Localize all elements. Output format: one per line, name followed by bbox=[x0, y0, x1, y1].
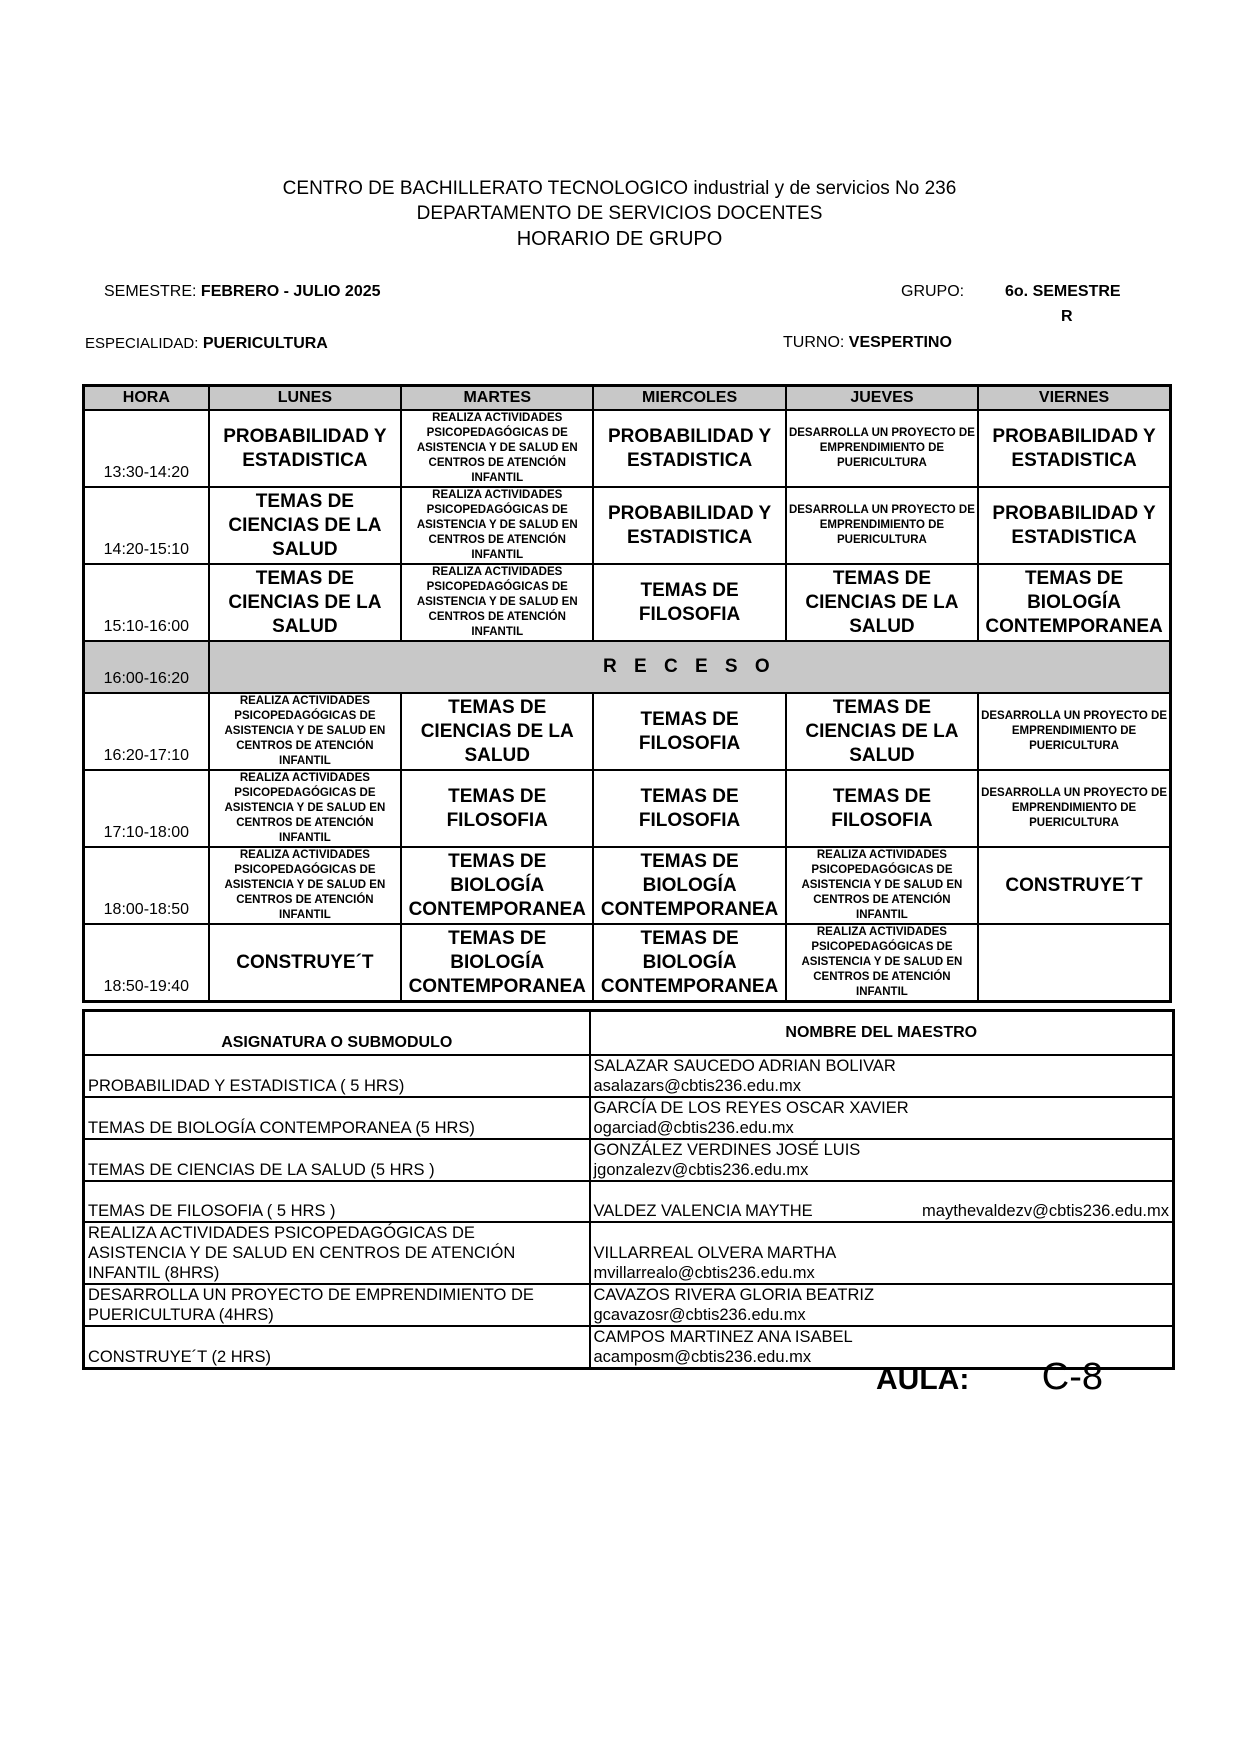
time-slot: 16:20-17:10 bbox=[84, 693, 209, 770]
teacher-row bbox=[84, 1222, 1174, 1284]
teacher-email: mvillarrealo@cbtis236.edu.mx bbox=[593, 1264, 815, 1282]
class-cell: TEMAS DE BIOLOGÍA CONTEMPORANEA bbox=[401, 847, 593, 924]
recess-row bbox=[84, 641, 1171, 693]
day-header: MARTES bbox=[401, 386, 593, 411]
shift-label: TURNO: bbox=[783, 334, 845, 351]
class-cell: TEMAS DE FILOSOFIA bbox=[593, 564, 785, 641]
time-slot: 14:20-15:10 bbox=[84, 487, 209, 564]
class-cell: CONSTRUYE´T bbox=[978, 847, 1170, 924]
subject-line: INFANTIL (8HRS) bbox=[88, 1264, 220, 1282]
teacher-email: maythevaldezv@cbtis236.edu.mx bbox=[922, 1202, 1169, 1220]
class-cell: PROBABILIDAD Y ESTADISTICA bbox=[593, 410, 785, 487]
class-cell: REALIZA ACTIVIDADES PSICOPEDAGÓGICAS DE ASISTENCIA Y DE SALUD EN CENTROS DE ATENCIÓN INFANTIL bbox=[209, 770, 401, 847]
class-cell: REALIZA ACTIVIDADES PSICOPEDAGÓGICAS DE ASISTENCIA Y DE SALUD EN CENTROS DE ATENCIÓN INFANTIL bbox=[786, 924, 978, 1002]
teacher-cell bbox=[590, 1181, 1174, 1222]
class-cell: REALIZA ACTIVIDADES PSICOPEDAGÓGICAS DE ASISTENCIA Y DE SALUD EN CENTROS DE ATENCIÓN INFANTIL bbox=[401, 410, 593, 487]
group-semester: 6o. SEMESTRE bbox=[1005, 283, 1121, 300]
subject-line: CONSTRUYE´T (2 HRS) bbox=[88, 1348, 272, 1366]
classroom-label: AULA: bbox=[876, 1363, 970, 1396]
teacher-cell bbox=[590, 1097, 1174, 1139]
teacher-row bbox=[84, 1055, 1174, 1097]
class-cell: TEMAS DE CIENCIAS DE LA SALUD bbox=[786, 693, 978, 770]
department-name: DEPARTAMENTO DE SERVICIOS DOCENTES bbox=[416, 203, 823, 224]
class-cell: PROBABILIDAD Y ESTADISTICA bbox=[978, 410, 1170, 487]
class-cell: REALIZA ACTIVIDADES PSICOPEDAGÓGICAS DE ASISTENCIA Y DE SALUD EN CENTROS DE ATENCIÓN INFANTIL bbox=[401, 564, 593, 641]
class-cell: TEMAS DE FILOSOFIA bbox=[401, 770, 593, 847]
teacher-name: VALDEZ VALENCIA MAYTHE bbox=[593, 1202, 813, 1220]
teacher-cell bbox=[590, 1284, 1174, 1326]
subject-line: PROBABILIDAD Y ESTADISTICA ( 5 HRS) bbox=[88, 1077, 405, 1095]
class-cell: DESARROLLA UN PROYECTO DE EMPRENDIMIENTO DE PUERICULTURA bbox=[786, 487, 978, 564]
specialty-field bbox=[85, 335, 328, 353]
time-slot: 15:10-16:00 bbox=[84, 564, 209, 641]
time-slot: 13:30-14:20 bbox=[84, 410, 209, 487]
subject-line: TEMAS DE CIENCIAS DE LA SALUD (5 HRS ) bbox=[88, 1161, 435, 1179]
class-cell: TEMAS DE CIENCIAS DE LA SALUD bbox=[401, 693, 593, 770]
class-cell: TEMAS DE BIOLOGÍA CONTEMPORANEA bbox=[593, 847, 785, 924]
teacher-cell bbox=[590, 1222, 1174, 1284]
teacher-email: acamposm@cbtis236.edu.mx bbox=[593, 1348, 812, 1366]
subject-line: TEMAS DE BIOLOGÍA CONTEMPORANEA (5 HRS) bbox=[88, 1119, 475, 1137]
subject-cell bbox=[84, 1222, 590, 1284]
subject-cell bbox=[84, 1139, 590, 1181]
group-letter bbox=[1061, 308, 1073, 326]
teacher-row bbox=[84, 1097, 1174, 1139]
teacher-row bbox=[84, 1139, 1174, 1181]
schedule-row bbox=[84, 410, 1171, 487]
class-cell bbox=[978, 924, 1170, 1002]
schedule-row bbox=[84, 847, 1171, 924]
class-cell: TEMAS DE FILOSOFIA bbox=[786, 770, 978, 847]
teacher-cell bbox=[590, 1055, 1174, 1097]
subject-line: TEMAS DE FILOSOFIA ( 5 HRS ) bbox=[88, 1202, 336, 1220]
teacher-email: gcavazosr@cbtis236.edu.mx bbox=[593, 1306, 806, 1324]
schedule-header-row bbox=[84, 386, 1171, 411]
subject-cell bbox=[84, 1326, 590, 1369]
subject-line: DESARROLLA UN PROYECTO DE EMPRENDIMIENTO DE bbox=[88, 1286, 534, 1304]
semester-field bbox=[104, 283, 381, 301]
recess-label: R E C E S O bbox=[209, 641, 1171, 693]
teacher-name: VILLARREAL OLVERA MARTHA bbox=[593, 1244, 837, 1262]
schedule-row bbox=[84, 564, 1171, 641]
specialty-value: PUERICULTURA bbox=[202, 335, 328, 352]
class-cell: DESARROLLA UN PROYECTO DE EMPRENDIMIENTO DE PUERICULTURA bbox=[978, 770, 1170, 847]
subject-cell bbox=[84, 1097, 590, 1139]
class-cell: TEMAS DE CIENCIAS DE LA SALUD bbox=[209, 487, 401, 564]
teacher-row bbox=[84, 1284, 1174, 1326]
institution-name: CENTRO DE BACHILLERATO TECNOLOGICO industrial y de servicios No 236 bbox=[282, 178, 957, 199]
class-cell: CONSTRUYE´T bbox=[209, 924, 401, 1002]
teacher-row bbox=[84, 1181, 1174, 1222]
group-value bbox=[1005, 283, 1121, 301]
class-cell: TEMAS DE FILOSOFIA bbox=[593, 770, 785, 847]
day-header: LUNES bbox=[209, 386, 401, 411]
schedule-row bbox=[84, 487, 1171, 564]
classroom bbox=[876, 1356, 1103, 1399]
subject-column-header: ASIGNATURA O SUBMODULO bbox=[84, 1011, 590, 1056]
teacher-email: jgonzalezv@cbtis236.edu.mx bbox=[593, 1161, 809, 1179]
schedule-row bbox=[84, 924, 1171, 1002]
semester-value: FEBRERO - JULIO 2025 bbox=[200, 283, 381, 300]
class-cell: TEMAS DE CIENCIAS DE LA SALUD bbox=[209, 564, 401, 641]
teacher-email: ogarciad@cbtis236.edu.mx bbox=[593, 1119, 794, 1137]
class-cell: TEMAS DE CIENCIAS DE LA SALUD bbox=[786, 564, 978, 641]
class-cell: REALIZA ACTIVIDADES PSICOPEDAGÓGICAS DE ASISTENCIA Y DE SALUD EN CENTROS DE ATENCIÓN INFANTIL bbox=[401, 487, 593, 564]
classroom-value: C-8 bbox=[1041, 1356, 1103, 1398]
class-cell: TEMAS DE BIOLOGÍA CONTEMPORANEA bbox=[978, 564, 1170, 641]
class-cell: TEMAS DE FILOSOFIA bbox=[593, 693, 785, 770]
teacher-name: SALAZAR SAUCEDO ADRIAN BOLIVAR bbox=[593, 1057, 896, 1075]
day-header: VIERNES bbox=[978, 386, 1170, 411]
teacher-line bbox=[594, 1201, 1170, 1221]
class-cell: PROBABILIDAD Y ESTADISTICA bbox=[209, 410, 401, 487]
teacher-cell bbox=[590, 1139, 1174, 1181]
class-cell: TEMAS DE BIOLOGÍA CONTEMPORANEA bbox=[593, 924, 785, 1002]
time-slot: 18:50-19:40 bbox=[84, 924, 209, 1002]
day-header: JUEVES bbox=[786, 386, 978, 411]
time-slot: 18:00-18:50 bbox=[84, 847, 209, 924]
class-cell: REALIZA ACTIVIDADES PSICOPEDAGÓGICAS DE ASISTENCIA Y DE SALUD EN CENTROS DE ATENCIÓN INFANTIL bbox=[786, 847, 978, 924]
subject-line: ASISTENCIA Y DE SALUD EN CENTROS DE ATENCIÓN bbox=[88, 1244, 516, 1262]
document-title: HORARIO DE GRUPO bbox=[516, 228, 723, 250]
time-slot: 16:00-16:20 bbox=[84, 641, 209, 693]
day-header: HORA bbox=[84, 386, 209, 411]
subject-line: PUERICULTURA (4HRS) bbox=[88, 1306, 274, 1324]
group-letter-value: R bbox=[1061, 308, 1073, 325]
subject-cell bbox=[84, 1284, 590, 1326]
teacher-column-header: NOMBRE DEL MAESTRO bbox=[590, 1011, 1174, 1056]
document-header bbox=[0, 176, 1239, 252]
class-cell: REALIZA ACTIVIDADES PSICOPEDAGÓGICAS DE ASISTENCIA Y DE SALUD EN CENTROS DE ATENCIÓN INFANTIL bbox=[209, 693, 401, 770]
time-slot: 17:10-18:00 bbox=[84, 770, 209, 847]
semester-label: SEMESTRE: bbox=[104, 283, 197, 300]
schedule-row bbox=[84, 770, 1171, 847]
class-cell: REALIZA ACTIVIDADES PSICOPEDAGÓGICAS DE ASISTENCIA Y DE SALUD EN CENTROS DE ATENCIÓN INFANTIL bbox=[209, 847, 401, 924]
teacher-name: GARCÍA DE LOS REYES OSCAR XAVIER bbox=[593, 1099, 909, 1117]
teacher-name: CAVAZOS RIVERA GLORIA BEATRIZ bbox=[593, 1286, 875, 1304]
class-cell: PROBABILIDAD Y ESTADISTICA bbox=[978, 487, 1170, 564]
shift-value: VESPERTINO bbox=[848, 334, 952, 351]
schedule-table bbox=[82, 384, 1172, 1003]
class-cell: TEMAS DE BIOLOGÍA CONTEMPORANEA bbox=[401, 924, 593, 1002]
shift-field bbox=[783, 334, 952, 352]
subject-cell bbox=[84, 1055, 590, 1097]
teachers-header-row bbox=[84, 1011, 1174, 1056]
teachers-table bbox=[82, 1009, 1175, 1370]
class-cell: PROBABILIDAD Y ESTADISTICA bbox=[593, 487, 785, 564]
teacher-name: GONZÁLEZ VERDINES JOSÉ LUIS bbox=[593, 1141, 861, 1159]
schedule-row bbox=[84, 693, 1171, 770]
subject-line: REALIZA ACTIVIDADES PSICOPEDAGÓGICAS DE bbox=[88, 1224, 475, 1242]
class-cell: DESARROLLA UN PROYECTO DE EMPRENDIMIENTO DE PUERICULTURA bbox=[978, 693, 1170, 770]
subject-cell bbox=[84, 1181, 590, 1222]
teacher-email: asalazars@cbtis236.edu.mx bbox=[593, 1077, 802, 1095]
specialty-label: ESPECIALIDAD: bbox=[85, 335, 199, 352]
day-header: MIERCOLES bbox=[593, 386, 785, 411]
class-cell: DESARROLLA UN PROYECTO DE EMPRENDIMIENTO DE PUERICULTURA bbox=[786, 410, 978, 487]
group-label: GRUPO: bbox=[901, 283, 965, 300]
teacher-name: CAMPOS MARTINEZ ANA ISABEL bbox=[593, 1328, 853, 1346]
